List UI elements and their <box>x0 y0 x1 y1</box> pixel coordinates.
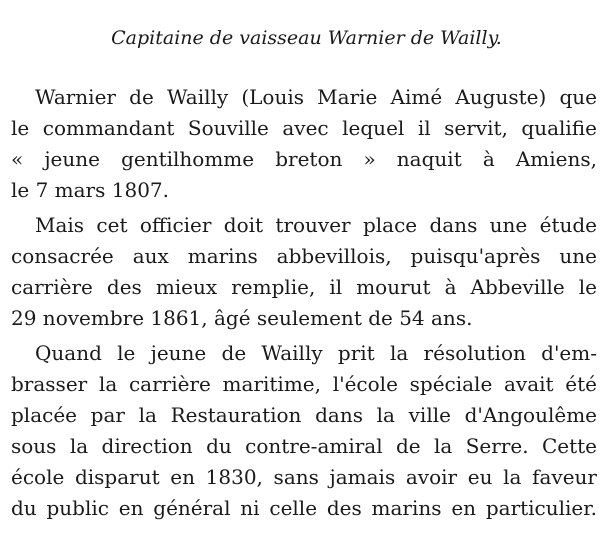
text-line: du public en général ni celle des marins en particulier. <box>11 496 597 520</box>
text-line: brasser la carrière maritime, l'école spéciale avait été <box>11 372 597 396</box>
text-line: sous la direction du contre-amiral de la Serre. Cette <box>11 434 597 458</box>
text-line: consacrée aux marins abbevillois, puisqu'après une <box>11 244 597 268</box>
text-line: placée par la Restauration dans la ville d'Angoulême <box>11 403 597 427</box>
text-line: le commandant Souville avec lequel il servit, qualifie <box>11 116 597 140</box>
page-title: Capitaine de vaisseau Warnier de Wailly. <box>111 27 502 49</box>
text-line: Mais cet officier doit trouver place dans une étude <box>35 213 597 237</box>
text-line: « jeune gentilhomme breton » naquit à Amiens, <box>11 147 597 171</box>
text-line: 29 novembre 1861, âgé seulement de 54 ans. <box>11 306 473 330</box>
text-line: Warnier de Wailly (Louis Marie Aimé Auguste) que <box>35 85 597 109</box>
text-line: carrière des mieux remplie, il mourut à Abbeville le <box>11 275 597 299</box>
text-line: école disparut en 1830, sans jamais avoir eu la faveur <box>11 465 597 489</box>
text-line: le 7 mars 1807. <box>11 178 169 202</box>
text-line: Quand le jeune de Wailly prit la résolution d'em- <box>35 341 597 365</box>
